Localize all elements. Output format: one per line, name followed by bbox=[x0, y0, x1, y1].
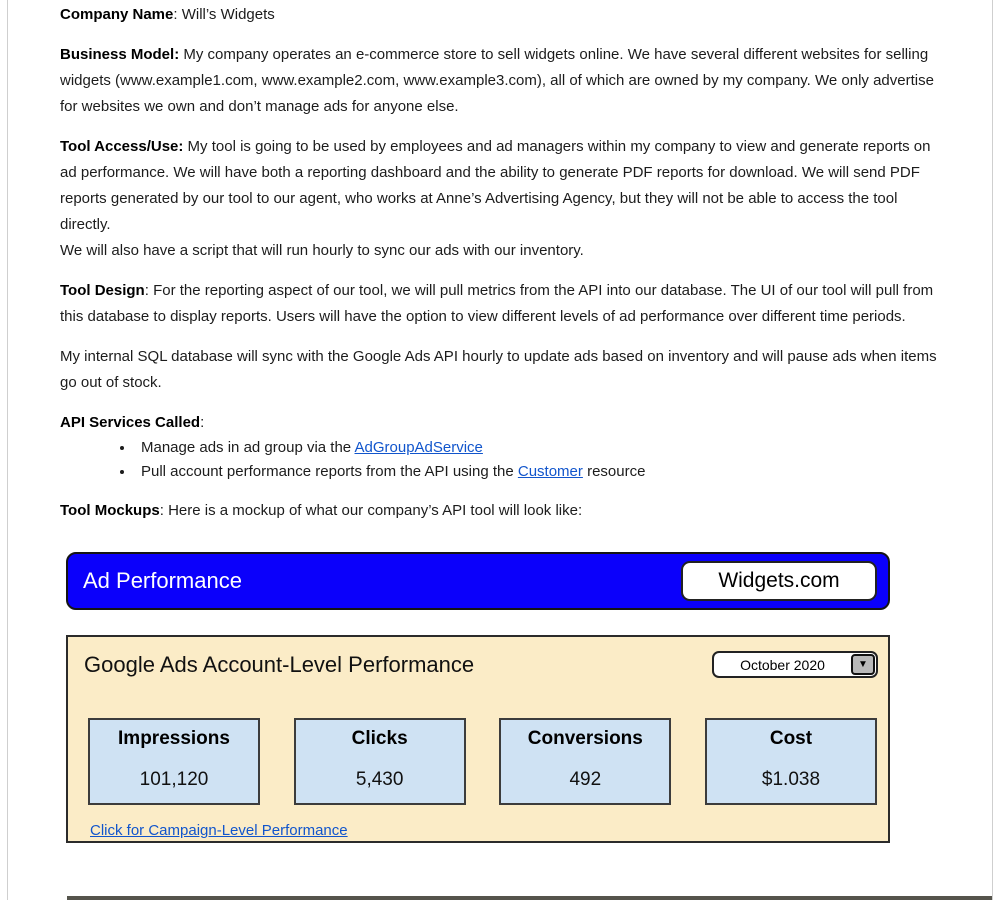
paragraph-api-services bbox=[60, 410, 942, 436]
panel-header bbox=[68, 637, 888, 681]
company-name-label: Company Name bbox=[60, 6, 174, 23]
tool-access-label: Tool Access/Use: bbox=[60, 138, 184, 155]
app-bar-title: Ad Performance bbox=[83, 568, 242, 593]
document-page bbox=[7, 0, 993, 900]
customer-link[interactable]: Customer bbox=[517, 463, 583, 480]
list-item bbox=[135, 460, 942, 484]
sql-sync-text: My internal SQL database will sync with the Google Ads API hourly to update ads based on inventory and will pause ads when items go out of stock. bbox=[60, 348, 937, 391]
metric-label: Cost bbox=[769, 728, 813, 749]
metric-card-conversions bbox=[499, 718, 671, 805]
api-services-list bbox=[60, 436, 942, 484]
tool-mockup bbox=[66, 552, 890, 843]
list-item bbox=[135, 436, 942, 460]
mockup-app-bar bbox=[66, 552, 890, 610]
widgets-site-button[interactable]: Widgets.com bbox=[681, 561, 877, 601]
business-model-text: My company operates an e-commerce store to sell widgets online. We have several different websites for selling widgets (www.example1.com, www.example2.com, www.example3.com), all of which are owned by my company. We only advertise for websites we own and don’t manage ads for anyone else. bbox=[60, 46, 934, 115]
metric-card-clicks bbox=[294, 718, 466, 805]
month-dropdown-value: October 2020 bbox=[740, 656, 825, 673]
paragraph-tool-design bbox=[60, 278, 942, 330]
metric-label: Impressions bbox=[118, 728, 230, 749]
tool-mockups-text: : Here is a mockup of what our company’s API tool will look like: bbox=[159, 502, 583, 519]
metric-value: 492 bbox=[569, 769, 602, 790]
next-section-edge bbox=[67, 896, 992, 900]
account-performance-panel bbox=[66, 635, 890, 843]
tool-design-label: Tool Design bbox=[60, 282, 145, 299]
metric-card-impressions bbox=[88, 718, 260, 805]
paragraph-sql-sync bbox=[60, 344, 942, 396]
month-dropdown[interactable] bbox=[712, 651, 878, 678]
metric-label: Conversions bbox=[527, 728, 643, 749]
api-services-label: API Services Called bbox=[60, 414, 201, 431]
bullet-2-text: Pull account performance reports from the API using the bbox=[141, 463, 518, 480]
paragraph-business-model bbox=[60, 42, 942, 120]
metric-value: 5,430 bbox=[355, 769, 404, 790]
api-services-colon: : bbox=[200, 414, 205, 431]
tool-mockups-label: Tool Mockups bbox=[60, 502, 160, 519]
dropdown-arrow-button[interactable] bbox=[851, 654, 875, 675]
adgroupadservice-link[interactable]: AdGroupAdService bbox=[354, 439, 483, 456]
document-content bbox=[8, 0, 992, 843]
metric-value: 101,120 bbox=[139, 769, 209, 790]
bullet-1-text: Manage ads in ad group via the bbox=[141, 439, 355, 456]
metric-label: Clicks bbox=[351, 728, 408, 749]
company-name-value: : Will’s Widgets bbox=[173, 6, 275, 23]
tool-design-text: : For the reporting aspect of our tool, we will pull metrics from the API into our database. The UI of our tool will pull from this database to display reports. Users will have the option to view different levels of ad performance over different time periods. bbox=[60, 282, 934, 325]
bullet-2-post: resource bbox=[582, 463, 646, 480]
paragraph-tool-access bbox=[60, 134, 942, 264]
business-model-label: Business Model: bbox=[60, 46, 180, 63]
metric-value: $1.038 bbox=[761, 769, 821, 790]
tool-access-text: My tool is going to be used by employees and ad managers within my company to view and generate reports on ad performance. We will have both a reporting dashboard and the ability to generate PDF reports for download. We will send PDF reports generated by our tool to our agent, who works at Anne’s Advertising Agency, but they will not be able to access the tool directly. bbox=[60, 138, 931, 233]
chevron-down-icon: ▼ bbox=[858, 658, 868, 670]
campaign-level-link[interactable]: Click for Campaign-Level Performance bbox=[90, 822, 348, 839]
paragraph-company-name bbox=[60, 2, 942, 28]
metric-cards-row bbox=[68, 718, 888, 805]
paragraph-tool-mockups bbox=[60, 498, 942, 524]
metric-card-cost bbox=[705, 718, 877, 805]
panel-title: Google Ads Account-Level Performance bbox=[84, 652, 475, 677]
tool-access-text2: We will also have a script that will run hourly to sync our ads with our inventory. bbox=[60, 242, 584, 259]
